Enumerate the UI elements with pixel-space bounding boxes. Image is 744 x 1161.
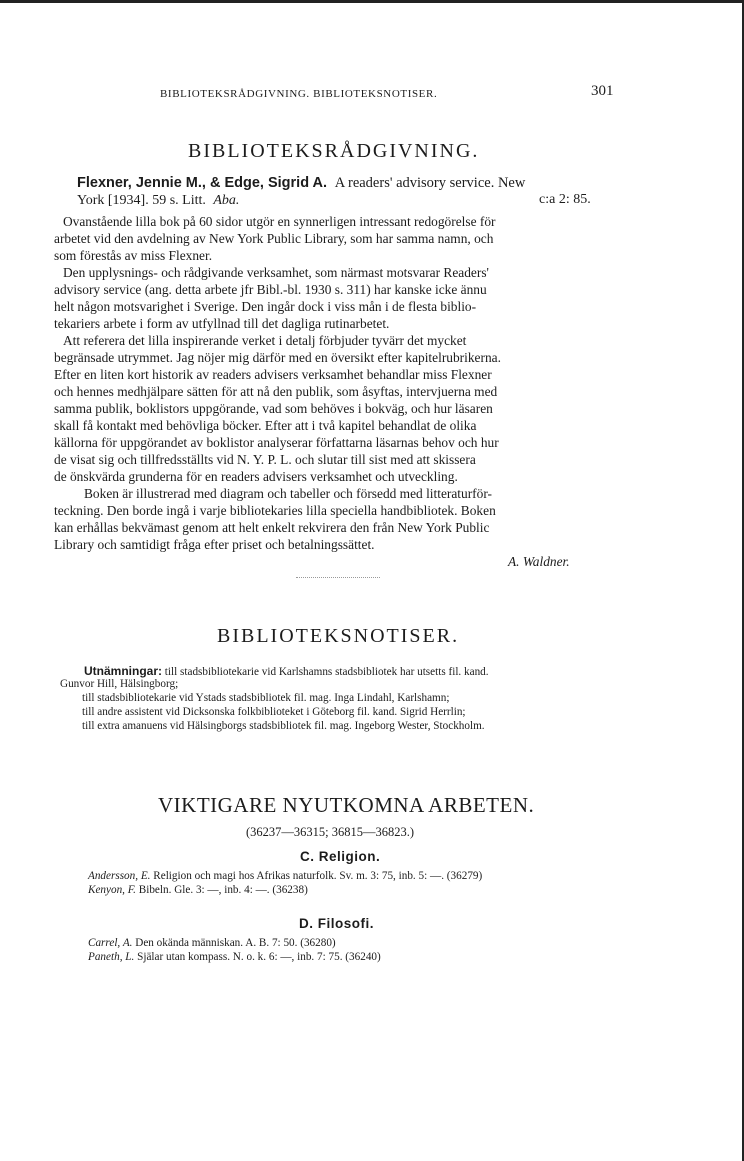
citation-class: Aba.	[213, 193, 240, 208]
entry-author: Andersson, E.	[88, 870, 151, 882]
body-line: de visat sig och tillfredsställts vid N. Y. P. L. och slutar till sist med att skissera	[54, 452, 476, 467]
subsection-heading-religion: C. Religion.	[300, 849, 381, 864]
entry-text: Den okända människan. A. B. 7: 50. (36280)	[135, 937, 336, 949]
body-line: helt någon motsvarighet i Sverige. Den ingår dock i viss mån i de flesta biblio-	[54, 299, 477, 314]
scan-top-edge	[0, 0, 744, 3]
entry-text: Själar utan kompass. N. o. k. 6: —, inb. 7: 75. (36240)	[137, 951, 381, 963]
bibliography-entry	[88, 937, 336, 949]
body-line: Library och samtidigt fråga efter priset och betalningssättet.	[54, 537, 375, 552]
body-line: skall få kontakt med behövliga böcker. Efter att i två kapitel behandlat de olika	[54, 418, 477, 433]
body-line: Boken är illustrerad med diagram och tabeller och försedd med litteraturför-	[84, 486, 492, 501]
bibliography-entry	[88, 884, 308, 896]
entry-text: Bibeln. Gle. 3: —, inb. 4: —. (36238)	[138, 884, 308, 896]
body-line: advisory service (ang. detta arbete jfr Bibl.-bl. 1930 s. 311) har kanske icke ännu	[54, 282, 487, 297]
body-line: arbetet vid den avdelning av New York Public Library, som har samma namn, och	[54, 231, 494, 246]
citation-line-1	[77, 175, 525, 192]
body-line: Efter en liten kort historik av readers advisers verksamhet behandlar miss Flexner	[54, 367, 492, 382]
entry-author: Carrel, A.	[88, 937, 133, 949]
section-title-biblioteksradgivning: BIBLIOTEKSRÅDGIVNING.	[188, 140, 480, 162]
notice-line: till extra amanuens vid Hälsingborgs stadsbibliotek fil. mag. Ingeborg Wester, Stockholm.	[82, 720, 485, 732]
body-line: och hennes medhjälpare sätten för att nå den publik, som åsyftas, intervjuerna med	[54, 384, 498, 399]
citation-price: c:a 2: 85.	[539, 192, 591, 207]
body-line: Den upplysnings- och rådgivande verksamhet, som närmast motsvarar Readers'	[63, 265, 489, 280]
entry-author: Paneth, L.	[88, 951, 135, 963]
body-line: källorna för uppgörandet av boklistor analyserar författarna läsarnas behov och hur	[54, 435, 499, 450]
notice-text: till stadsbibliotekarie vid Karlshamns stadsbibliotek har utsetts fil. kand.	[164, 666, 489, 678]
subsection-heading-filosofi: D. Filosofi.	[299, 916, 374, 931]
citation-line-2	[77, 193, 239, 209]
citation-authors: Flexner, Jennie M., & Edge, Sigrid A.	[77, 175, 328, 191]
section-title-nyutkomna-arbeten: VIKTIGARE NYUTKOMNA ARBETEN.	[158, 793, 535, 817]
entry-author: Kenyon, F.	[88, 884, 136, 896]
notice-label: Utnämningar:	[84, 664, 162, 678]
review-signature: A. Waldner.	[508, 554, 570, 569]
running-head: BIBLIOTEKSRÅDGIVNING. BIBLIOTEKSNOTISER.	[160, 88, 438, 100]
body-line: kan erhållas bekvämast genom att helt enkelt rekvirera den från New York Public	[54, 520, 490, 535]
entry-text: Religion och magi hos Afrikas naturfolk. Sv. m. 3: 75, inb. 5: —. (36279)	[153, 870, 483, 882]
page-number: 301	[591, 83, 614, 99]
body-line: teckning. Den borde ingå i varje bibliotekaries lilla speciella handbibliotek. Boken	[54, 503, 496, 518]
notice-line	[84, 664, 489, 678]
notice-line: till andre assistent vid Dicksonska folkbiblioteket i Göteborg fil. kand. Sigrid Herrlin;	[82, 706, 466, 718]
bibliography-entry	[88, 951, 381, 963]
bibliography-entry	[88, 870, 482, 882]
notice-line: till stadsbibliotekarie vid Ystads stadsbibliotek fil. mag. Inga Lindahl, Karlshamn;	[82, 692, 450, 704]
body-line: tekariers arbete i form av utfyllnad till det dagliga rutinarbetet.	[54, 316, 390, 331]
body-line: samma publik, boklistors uppgörande, vad som behöves i bokväg, och hur läsaren	[54, 401, 493, 416]
body-line: Ovanstående lilla bok på 60 sidor utgör en synnerligen intressant redogörelse för	[63, 214, 496, 229]
body-line: begränsade utrymmet. Jag nöjer mig därför med en översikt efter kapitelrubrikerna.	[54, 350, 501, 365]
body-line: Att referera det lilla inspirerande verket i detalj förbjuder tyvärr det mycket	[63, 333, 467, 348]
citation-imprint: York [1934]. 59 s. Litt.	[77, 193, 206, 208]
body-line: som förestås av miss Flexner.	[54, 248, 213, 263]
notice-line: Gunvor Hill, Hälsingborg;	[60, 678, 179, 690]
section-divider	[296, 577, 380, 578]
number-range: (36237—36315; 36815—36823.)	[246, 825, 415, 839]
section-title-biblioteksnotiser: BIBLIOTEKSNOTISER.	[217, 625, 460, 647]
citation-title: A readers' advisory service. New	[334, 175, 526, 191]
body-line: de önskvärda grunderna för en readers advisers verksamhet och utveckling.	[54, 469, 458, 484]
